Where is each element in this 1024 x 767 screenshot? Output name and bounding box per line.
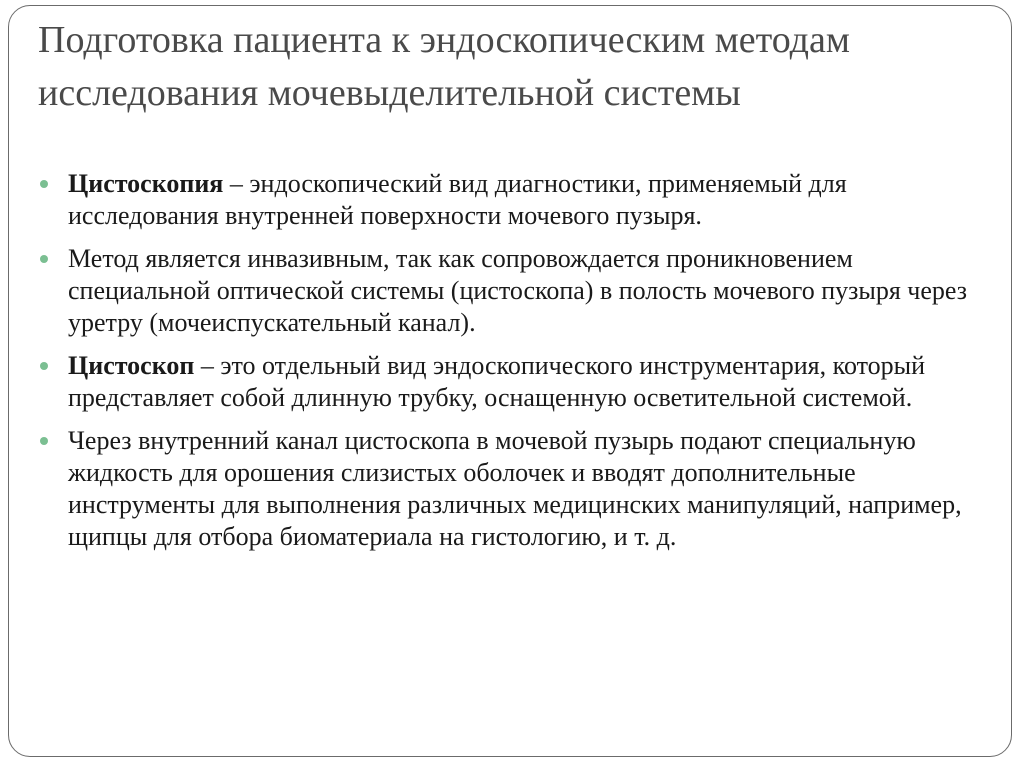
bullet-term: Цистоскопия [68,169,224,198]
bullet-text: – эндоскопический вид диагностики, применяемый для исследования внутренней поверхности мочевого пузыря. [68,169,847,230]
bullet-dot-icon [40,180,48,188]
bullet-text: Метод является инвазивным, так как сопровождается проникновением специальной оптической системы (цистоскопа) в полость мочевого пузыря через уретру (мочеиспускательный канал). [68,244,968,337]
bullet-dot-icon [40,362,48,370]
bullet-list [38,168,988,564]
bullet-item-method [38,243,988,339]
bullet-term: Цистоскоп [68,351,195,380]
bullet-dot-icon [40,255,48,263]
bullet-dot-icon [40,437,48,445]
bullet-item-cystoscopy [38,168,988,232]
slide-title: Подготовка пациента к эндоскопическим методам исследования мочевыделительной системы [38,19,850,114]
bullet-item-channel [38,425,988,553]
bullet-item-cystoscope [38,350,988,414]
bullet-text: Через внутренний канал цистоскопа в мочевой пузырь подают специальную жидкость для орошения слизистых оболочек и вводят дополнительные инструменты для выполнения различных медицинских манипуляций, например, щипцы для отбора биоматериала на гистологию, и т. д. [68,426,962,551]
bullet-text: – это отдельный вид эндоскопического инструментария, который представляет собой длинную трубку, оснащенную осветительной системой. [68,351,926,412]
